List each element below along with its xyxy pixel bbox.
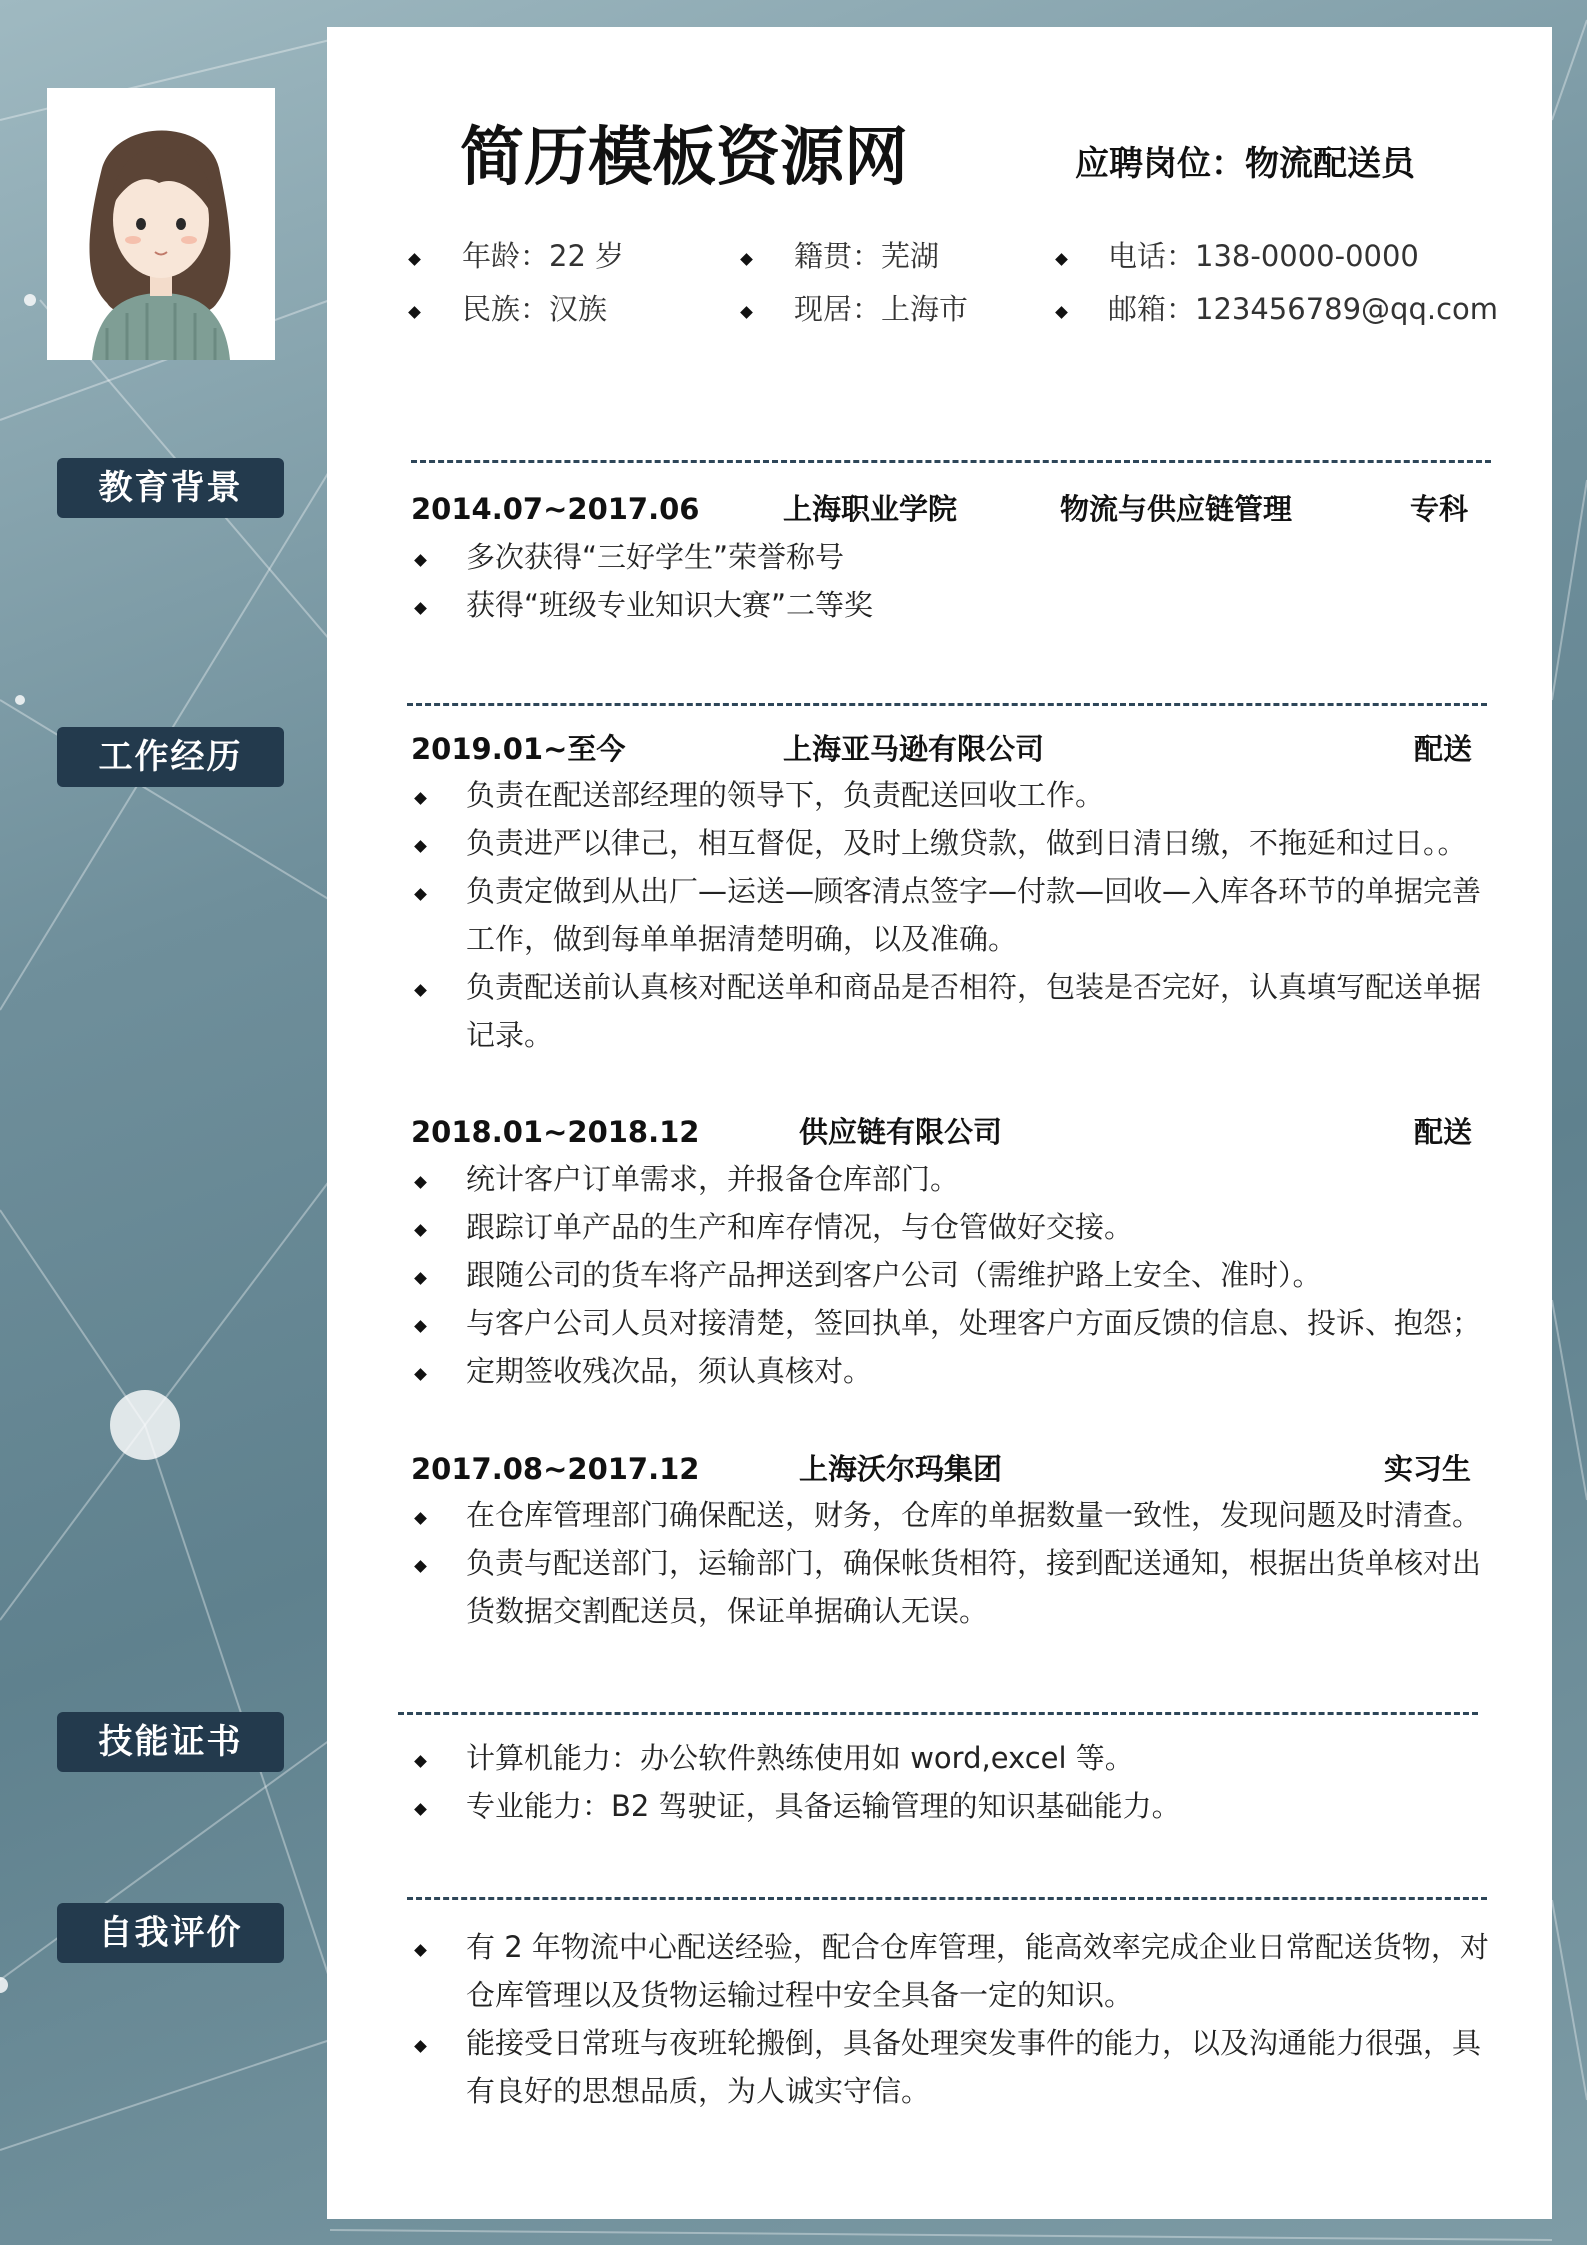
skill-item: 计算机能力：办公软件熟练使用如 word,excel 等。 (466, 1741, 1134, 1775)
work-company: 上海亚马逊有限公司 (783, 732, 1045, 766)
self-eval-item: 能接受日常班与夜班轮搬倒，具备处理突发事件的能力，以及沟通能力很强，具有良好的思想品质，为人诚实守信。 (466, 2026, 1482, 2108)
edu-item: 多次获得“三好学生”荣誉称号 (466, 540, 845, 574)
resume-name: 简历模板资源网 (460, 121, 908, 195)
work-item: 负责在配送部经理的领导下，负责配送回收工作。 (466, 778, 1105, 812)
section-divider (407, 703, 1487, 706)
work-company: 供应链有限公司 (799, 1115, 1003, 1149)
section-divider (398, 1712, 1478, 1715)
section-divider (407, 1897, 1487, 1900)
avatar-illustration (47, 88, 275, 360)
work-item: 在仓库管理部门确保配送，财务，仓库的单据数量一致性，发现问题及时清查。 (466, 1498, 1482, 1532)
work-date: 2018.01~2018.12 (411, 1115, 700, 1149)
edu-date: 2014.07~2017.06 (411, 492, 700, 526)
edu-school: 上海职业学院 (783, 492, 958, 526)
work-item: 负责定做到从出厂—运送—顾客清点签字—付款—回收—入库各环节的单据完善工作，做到每单单据清楚明确，以及准确。 (466, 874, 1482, 956)
section-label-skills: 技能证书 (57, 1712, 284, 1772)
section-label-education: 教育背景 (57, 458, 284, 518)
info-residence: 现居：上海市 (794, 292, 969, 326)
self-eval-item: 有 2 年物流中心配送经验，配合仓库管理，能高效率完成企业日常配送货物，对仓库管理以及货物运输过程中安全具备一定的知识。 (466, 1930, 1489, 2012)
info-phone: 电话：138-0000-0000 (1108, 239, 1419, 273)
info-email: 邮箱：123456789@qq.com (1108, 292, 1499, 326)
edu-degree: 专科 (1410, 492, 1469, 526)
info-ethnicity: 民族：汉族 (462, 292, 608, 326)
avatar-photo (47, 88, 275, 360)
work-item: 跟随公司的货车将产品押送到客户公司（需维护路上安全、准时）。 (466, 1258, 1322, 1292)
work-item: 负责与配送部门，运输部门，确保帐货相符，接到配送通知，根据出货单核对出货数据交割配送员，保证单据确认无误。 (466, 1546, 1482, 1628)
info-hometown: 籍贯：芜湖 (794, 239, 940, 273)
work-item: 负责进严以律己，相互督促，及时上缴贷款，做到日清日缴，不拖延和过日。。 (466, 826, 1467, 860)
work-item: 统计客户订单需求，并报备仓库部门。 (466, 1162, 960, 1196)
info-age: 年龄：22 岁 (462, 239, 625, 273)
work-role: 配送 (1414, 732, 1473, 766)
section-divider (411, 460, 1491, 463)
work-item: 跟踪订单产品的生产和库存情况，与仓管做好交接。 (466, 1210, 1134, 1244)
edu-item: 获得“班级专业知识大赛”二等奖 (466, 588, 874, 622)
work-item: 与客户公司人员对接清楚，签回执单，处理客户方面反馈的信息、投诉、抱怨； (466, 1306, 1482, 1340)
work-company: 上海沃尔玛集团 (799, 1452, 1003, 1486)
edu-major: 物流与供应链管理 (1060, 492, 1293, 526)
section-label-self: 自我评价 (57, 1903, 284, 1963)
work-date: 2019.01~至今 (411, 732, 626, 766)
work-role: 配送 (1414, 1115, 1473, 1149)
section-label-work: 工作经历 (57, 727, 284, 787)
work-date: 2017.08~2017.12 (411, 1452, 700, 1486)
work-item: 负责配送前认真核对配送单和商品是否相符，包装是否完好，认真填写配送单据记录。 (466, 970, 1482, 1052)
work-item: 定期签收残次品，须认真核对。 (466, 1354, 873, 1388)
job-title: 应聘岗位：物流配送员 (1075, 144, 1415, 184)
skill-item: 专业能力：B2 驾驶证，具备运输管理的知识基础能力。 (466, 1789, 1181, 1823)
work-role: 实习生 (1384, 1452, 1472, 1486)
